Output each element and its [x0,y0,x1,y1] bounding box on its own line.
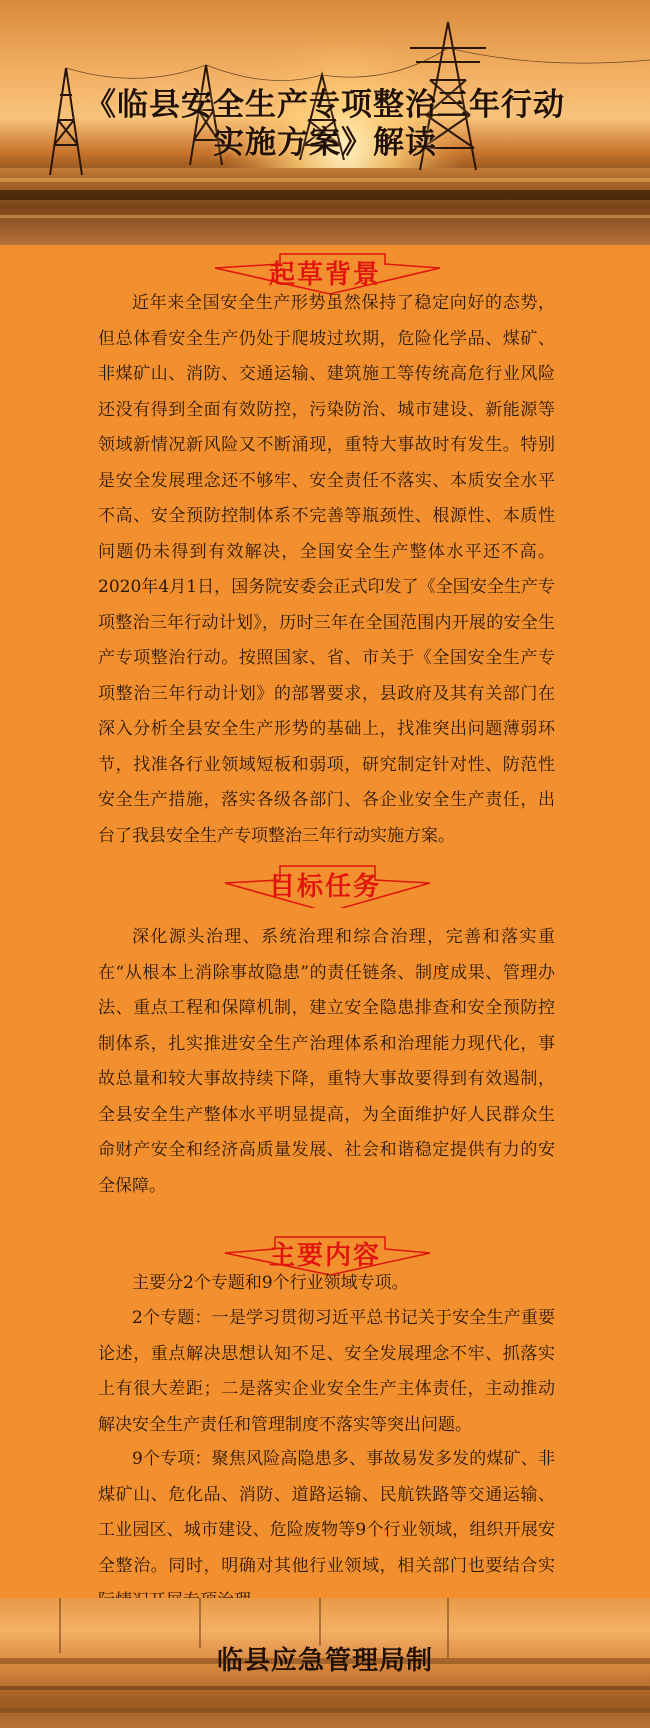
page-title [0,86,650,162]
page-title-line1: 《临县安全生产专项整治三年行动 [85,87,565,123]
content-paragraph-1: 主要分2个专题和9个行业领域专项。 [132,1273,409,1293]
section-heading-label: 主要内容 [268,1241,381,1271]
section-heading-goals [0,858,650,908]
section-heading-label: 目标任务 [268,872,381,902]
background-paragraph: 近年来全国安全生产形势虽然保持了稳定向好的态势，但总体看安全生产仍处于爬坡过坎期，危险化学品、煤矿、非煤矿山、消防、交通运输、建筑施工等传统高危行业风险还没有得到全面有效防控，污染防治、城市建设、新能源等领域新情况新风险又不断涌现，重特大事故时有发生。特别是安全发展理念还不够牢、安全责任不落实、本质安全水平不高、安全预防控制体系不完善等瓶颈性、根源性、本质性问题仍未得到有效解决，全国安全生产整体水平还不高。2020年4月1日，国务院安委会正式印发了《全国安全生产专项整治三年行动计划》，历时三年在全国范围内开展的安全生产专项整治行动。按照国家、省、市关于《全国安全生产专项整治三年行动计划》的部署要求，县政府及其有关部门在深入分析全县安全生产形势的基础上，找准突出问题薄弱环节，找准各行业领域短板和弱项，研究制定针对性、防范性安全生产措施，落实各级各部门、各企业安全生产责任，出台了我县安全生产专项整治三年行动实施方案。 [98,293,555,846]
goals-paragraph: 深化源头治理、系统治理和综合治理，完善和落实重在“从根本上消除事故隐患”的责任链条、制度成果、管理办法、重点工程和保障机制，建立安全隐患排查和安全预防控制体系，扎实推进安全生产治理体系和治理能力现代化，事故总量和较大事故持续下降，重特大事故要得到有效遏制，全县安全生产整体水平明显提高，为全面维护好人民群众生命财产安全和经济高质量发展、社会和谐稳定提供有力的安全保障。 [98,927,555,1196]
page-title-line2: 实施方案》解读 [213,125,437,161]
content-paragraph-2: 2个专题：一是学习贯彻习近平总书记关于安全生产重要论述，重点解决思想认知不足、安全发展理念不牢、抓落实上有很大差距；二是落实企业安全生产主体责任，主动推动解决安全生产责任和管理制度不落实等突出问题。 [98,1308,555,1435]
footer-banner [0,1598,650,1728]
signature-text: 临县应急管理局制 [216,1646,433,1676]
section-heading-label: 起草背景 [268,260,381,290]
content-paragraph-3: 9个专项：聚焦风险高隐患多、事故易发多发的煤矿、非煤矿山、危化品、消防、道路运输、民航铁路等交通运输、工业园区、城市建设、危险废物等9个行业领域，组织开展安全整治。同时，明确对其他行业领域，相关部门也要结合实 [98,1449,555,1576]
header-banner [0,0,650,245]
